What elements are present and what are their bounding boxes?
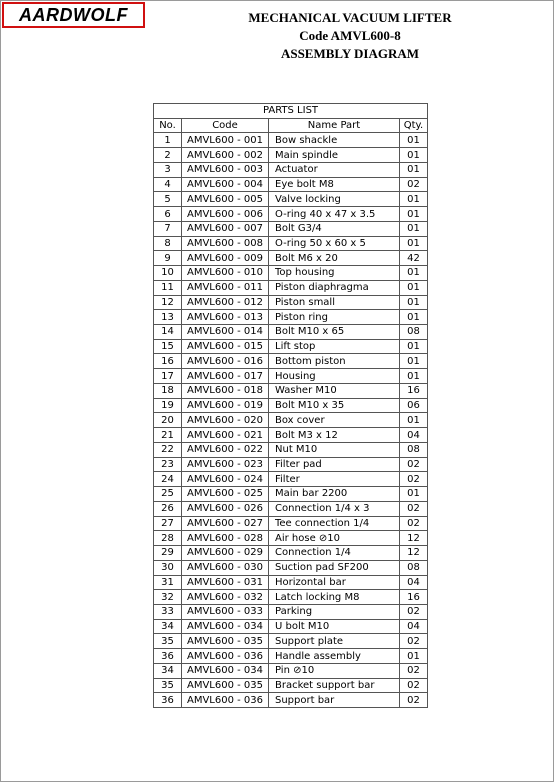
part-number-cell: 3: [154, 162, 182, 177]
part-number-cell: 1: [154, 133, 182, 148]
part-code-cell: AMVL600 - 024: [182, 472, 269, 487]
part-number-cell: 36: [154, 693, 182, 708]
part-code-cell: AMVL600 - 016: [182, 354, 269, 369]
part-number-cell: 32: [154, 590, 182, 605]
part-name-cell: Bolt G3/4: [269, 221, 400, 236]
part-name-cell: Air hose ⊘10: [269, 531, 400, 546]
part-code-cell: AMVL600 - 011: [182, 280, 269, 295]
part-name-cell: U bolt M10: [269, 619, 400, 634]
table-row: [154, 487, 428, 502]
part-name-cell: Support bar: [269, 693, 400, 708]
part-code-cell: AMVL600 - 033: [182, 604, 269, 619]
table-row: [154, 678, 428, 693]
part-code-cell: AMVL600 - 028: [182, 531, 269, 546]
table-row: [154, 369, 428, 384]
part-number-cell: 36: [154, 649, 182, 664]
aardwolf-logo: [2, 2, 145, 28]
table-row: [154, 560, 428, 575]
part-code-cell: AMVL600 - 030: [182, 560, 269, 575]
part-name-cell: Connection 1/4 x 3: [269, 501, 400, 516]
part-qty-cell: 01: [400, 280, 428, 295]
part-code-cell: AMVL600 - 027: [182, 516, 269, 531]
part-number-cell: 29: [154, 546, 182, 561]
part-number-cell: 22: [154, 442, 182, 457]
part-name-cell: Tee connection 1/4: [269, 516, 400, 531]
table-row: [154, 236, 428, 251]
part-code-cell: AMVL600 - 014: [182, 325, 269, 340]
part-qty-cell: 04: [400, 619, 428, 634]
header-code: Code AMVL600-8: [299, 28, 401, 43]
table-row: [154, 177, 428, 192]
part-qty-cell: 04: [400, 575, 428, 590]
table-row: [154, 310, 428, 325]
table-row: [154, 251, 428, 266]
part-code-cell: AMVL600 - 003: [182, 162, 269, 177]
part-code-cell: AMVL600 - 036: [182, 693, 269, 708]
part-name-cell: Washer M10: [269, 383, 400, 398]
part-qty-cell: 01: [400, 133, 428, 148]
table-row: [154, 575, 428, 590]
part-name-cell: Filter: [269, 472, 400, 487]
table-row: [154, 619, 428, 634]
logo-text: AARDWOLF: [19, 4, 128, 25]
table-title-row: [154, 104, 428, 119]
part-number-cell: 35: [154, 678, 182, 693]
part-code-cell: AMVL600 - 025: [182, 487, 269, 502]
column-header-qty: Qty.: [400, 118, 428, 133]
part-number-cell: 21: [154, 428, 182, 443]
table-row: [154, 148, 428, 163]
column-header-code: Code: [182, 118, 269, 133]
table-row: [154, 693, 428, 708]
part-name-cell: Main spindle: [269, 148, 400, 163]
part-qty-cell: 01: [400, 487, 428, 502]
table-row: [154, 133, 428, 148]
part-code-cell: AMVL600 - 020: [182, 413, 269, 428]
table-row: [154, 192, 428, 207]
table-row: [154, 207, 428, 222]
table-row: [154, 383, 428, 398]
part-code-cell: AMVL600 - 034: [182, 619, 269, 634]
part-number-cell: 28: [154, 531, 182, 546]
part-code-cell: AMVL600 - 001: [182, 133, 269, 148]
part-number-cell: 17: [154, 369, 182, 384]
part-name-cell: Bottom piston: [269, 354, 400, 369]
table-row: [154, 280, 428, 295]
part-qty-cell: 02: [400, 516, 428, 531]
part-code-cell: AMVL600 - 021: [182, 428, 269, 443]
part-number-cell: 35: [154, 634, 182, 649]
part-qty-cell: 02: [400, 501, 428, 516]
part-code-cell: AMVL600 - 005: [182, 192, 269, 207]
table-row: [154, 221, 428, 236]
part-name-cell: Piston diaphragma: [269, 280, 400, 295]
part-qty-cell: 04: [400, 428, 428, 443]
part-code-cell: AMVL600 - 006: [182, 207, 269, 222]
part-qty-cell: 02: [400, 177, 428, 192]
table-row: [154, 590, 428, 605]
part-qty-cell: 02: [400, 693, 428, 708]
part-number-cell: 20: [154, 413, 182, 428]
part-qty-cell: 02: [400, 457, 428, 472]
table-row: [154, 398, 428, 413]
part-number-cell: 15: [154, 339, 182, 354]
column-header-name: Name Part: [269, 118, 400, 133]
part-code-cell: AMVL600 - 019: [182, 398, 269, 413]
part-name-cell: Handle assembly: [269, 649, 400, 664]
part-code-cell: AMVL600 - 031: [182, 575, 269, 590]
part-qty-cell: 01: [400, 207, 428, 222]
part-name-cell: Valve locking: [269, 192, 400, 207]
part-qty-cell: 01: [400, 266, 428, 281]
part-name-cell: Pin ⊘10: [269, 663, 400, 678]
part-code-cell: AMVL600 - 008: [182, 236, 269, 251]
table-header-row: [154, 118, 428, 133]
parts-list-title: PARTS LIST: [154, 104, 428, 119]
part-number-cell: 10: [154, 266, 182, 281]
table-row: [154, 266, 428, 281]
part-qty-cell: 01: [400, 310, 428, 325]
part-qty-cell: 08: [400, 442, 428, 457]
table-row: [154, 428, 428, 443]
part-qty-cell: 02: [400, 634, 428, 649]
table-row: [154, 325, 428, 340]
part-code-cell: AMVL600 - 032: [182, 590, 269, 605]
part-name-cell: Parking: [269, 604, 400, 619]
part-name-cell: Housing: [269, 369, 400, 384]
part-number-cell: 26: [154, 501, 182, 516]
part-number-cell: 14: [154, 325, 182, 340]
part-number-cell: 25: [154, 487, 182, 502]
table-row: [154, 531, 428, 546]
part-number-cell: 7: [154, 221, 182, 236]
parts-list-body: [154, 133, 428, 708]
part-qty-cell: 02: [400, 663, 428, 678]
part-qty-cell: 01: [400, 354, 428, 369]
part-name-cell: Suction pad SF200: [269, 560, 400, 575]
part-number-cell: 13: [154, 310, 182, 325]
part-name-cell: Bolt M10 x 65: [269, 325, 400, 340]
part-code-cell: AMVL600 - 034: [182, 663, 269, 678]
part-name-cell: Piston small: [269, 295, 400, 310]
part-number-cell: 33: [154, 604, 182, 619]
column-header-no: No.: [154, 118, 182, 133]
part-qty-cell: 01: [400, 148, 428, 163]
part-name-cell: O-ring 50 x 60 x 5: [269, 236, 400, 251]
header-title: MECHANICAL VACUUM LIFTER: [248, 10, 452, 25]
parts-list-table: [153, 103, 428, 708]
header-subtitle: ASSEMBLY DIAGRAM: [280, 46, 420, 61]
part-name-cell: Bracket support bar: [269, 678, 400, 693]
part-code-cell: AMVL600 - 035: [182, 634, 269, 649]
part-code-cell: AMVL600 - 022: [182, 442, 269, 457]
part-qty-cell: 01: [400, 649, 428, 664]
part-name-cell: Horizontal bar: [269, 575, 400, 590]
part-qty-cell: 12: [400, 531, 428, 546]
part-number-cell: 8: [154, 236, 182, 251]
part-code-cell: AMVL600 - 012: [182, 295, 269, 310]
document-header: [180, 9, 520, 63]
part-name-cell: Piston ring: [269, 310, 400, 325]
table-row: [154, 354, 428, 369]
part-name-cell: Bow shackle: [269, 133, 400, 148]
table-row: [154, 442, 428, 457]
part-qty-cell: 06: [400, 398, 428, 413]
part-code-cell: AMVL600 - 026: [182, 501, 269, 516]
part-number-cell: 23: [154, 457, 182, 472]
part-name-cell: Bolt M6 x 20: [269, 251, 400, 266]
part-name-cell: Box cover: [269, 413, 400, 428]
table-row: [154, 413, 428, 428]
part-name-cell: Connection 1/4: [269, 546, 400, 561]
part-qty-cell: 08: [400, 560, 428, 575]
part-code-cell: AMVL600 - 013: [182, 310, 269, 325]
part-qty-cell: 01: [400, 413, 428, 428]
table-row: [154, 546, 428, 561]
table-row: [154, 339, 428, 354]
part-number-cell: 5: [154, 192, 182, 207]
part-qty-cell: 16: [400, 383, 428, 398]
part-number-cell: 16: [154, 354, 182, 369]
table-row: [154, 604, 428, 619]
part-qty-cell: 08: [400, 325, 428, 340]
part-number-cell: 27: [154, 516, 182, 531]
table-row: [154, 634, 428, 649]
part-code-cell: AMVL600 - 023: [182, 457, 269, 472]
part-number-cell: 12: [154, 295, 182, 310]
table-row: [154, 516, 428, 531]
part-qty-cell: 02: [400, 472, 428, 487]
part-qty-cell: 01: [400, 369, 428, 384]
part-qty-cell: 01: [400, 162, 428, 177]
part-code-cell: AMVL600 - 004: [182, 177, 269, 192]
part-number-cell: 34: [154, 663, 182, 678]
part-number-cell: 18: [154, 383, 182, 398]
part-qty-cell: 42: [400, 251, 428, 266]
part-code-cell: AMVL600 - 015: [182, 339, 269, 354]
part-name-cell: Support plate: [269, 634, 400, 649]
part-name-cell: Lift stop: [269, 339, 400, 354]
table-row: [154, 649, 428, 664]
part-code-cell: AMVL600 - 035: [182, 678, 269, 693]
part-name-cell: Filter pad: [269, 457, 400, 472]
part-qty-cell: 01: [400, 221, 428, 236]
part-qty-cell: 16: [400, 590, 428, 605]
part-name-cell: Latch locking M8: [269, 590, 400, 605]
part-number-cell: 9: [154, 251, 182, 266]
part-name-cell: Bolt M10 x 35: [269, 398, 400, 413]
table-row: [154, 295, 428, 310]
part-name-cell: O-ring 40 x 47 x 3.5: [269, 207, 400, 222]
part-number-cell: 11: [154, 280, 182, 295]
part-code-cell: AMVL600 - 010: [182, 266, 269, 281]
part-number-cell: 2: [154, 148, 182, 163]
part-code-cell: AMVL600 - 018: [182, 383, 269, 398]
part-code-cell: AMVL600 - 017: [182, 369, 269, 384]
part-name-cell: Eye bolt M8: [269, 177, 400, 192]
part-number-cell: 24: [154, 472, 182, 487]
part-qty-cell: 01: [400, 236, 428, 251]
part-name-cell: Main bar 2200: [269, 487, 400, 502]
part-name-cell: Nut M10: [269, 442, 400, 457]
part-number-cell: 34: [154, 619, 182, 634]
part-number-cell: 31: [154, 575, 182, 590]
part-code-cell: AMVL600 - 036: [182, 649, 269, 664]
part-qty-cell: 01: [400, 192, 428, 207]
part-code-cell: AMVL600 - 029: [182, 546, 269, 561]
part-qty-cell: 01: [400, 339, 428, 354]
part-code-cell: AMVL600 - 009: [182, 251, 269, 266]
part-number-cell: 19: [154, 398, 182, 413]
part-qty-cell: 02: [400, 678, 428, 693]
part-number-cell: 30: [154, 560, 182, 575]
part-name-cell: Top housing: [269, 266, 400, 281]
part-qty-cell: 12: [400, 546, 428, 561]
table-row: [154, 457, 428, 472]
table-row: [154, 162, 428, 177]
table-row: [154, 472, 428, 487]
table-row: [154, 501, 428, 516]
part-number-cell: 4: [154, 177, 182, 192]
part-name-cell: Bolt M3 x 12: [269, 428, 400, 443]
part-code-cell: AMVL600 - 007: [182, 221, 269, 236]
part-code-cell: AMVL600 - 002: [182, 148, 269, 163]
part-qty-cell: 02: [400, 604, 428, 619]
part-number-cell: 6: [154, 207, 182, 222]
table-row: [154, 663, 428, 678]
part-name-cell: Actuator: [269, 162, 400, 177]
part-qty-cell: 01: [400, 295, 428, 310]
